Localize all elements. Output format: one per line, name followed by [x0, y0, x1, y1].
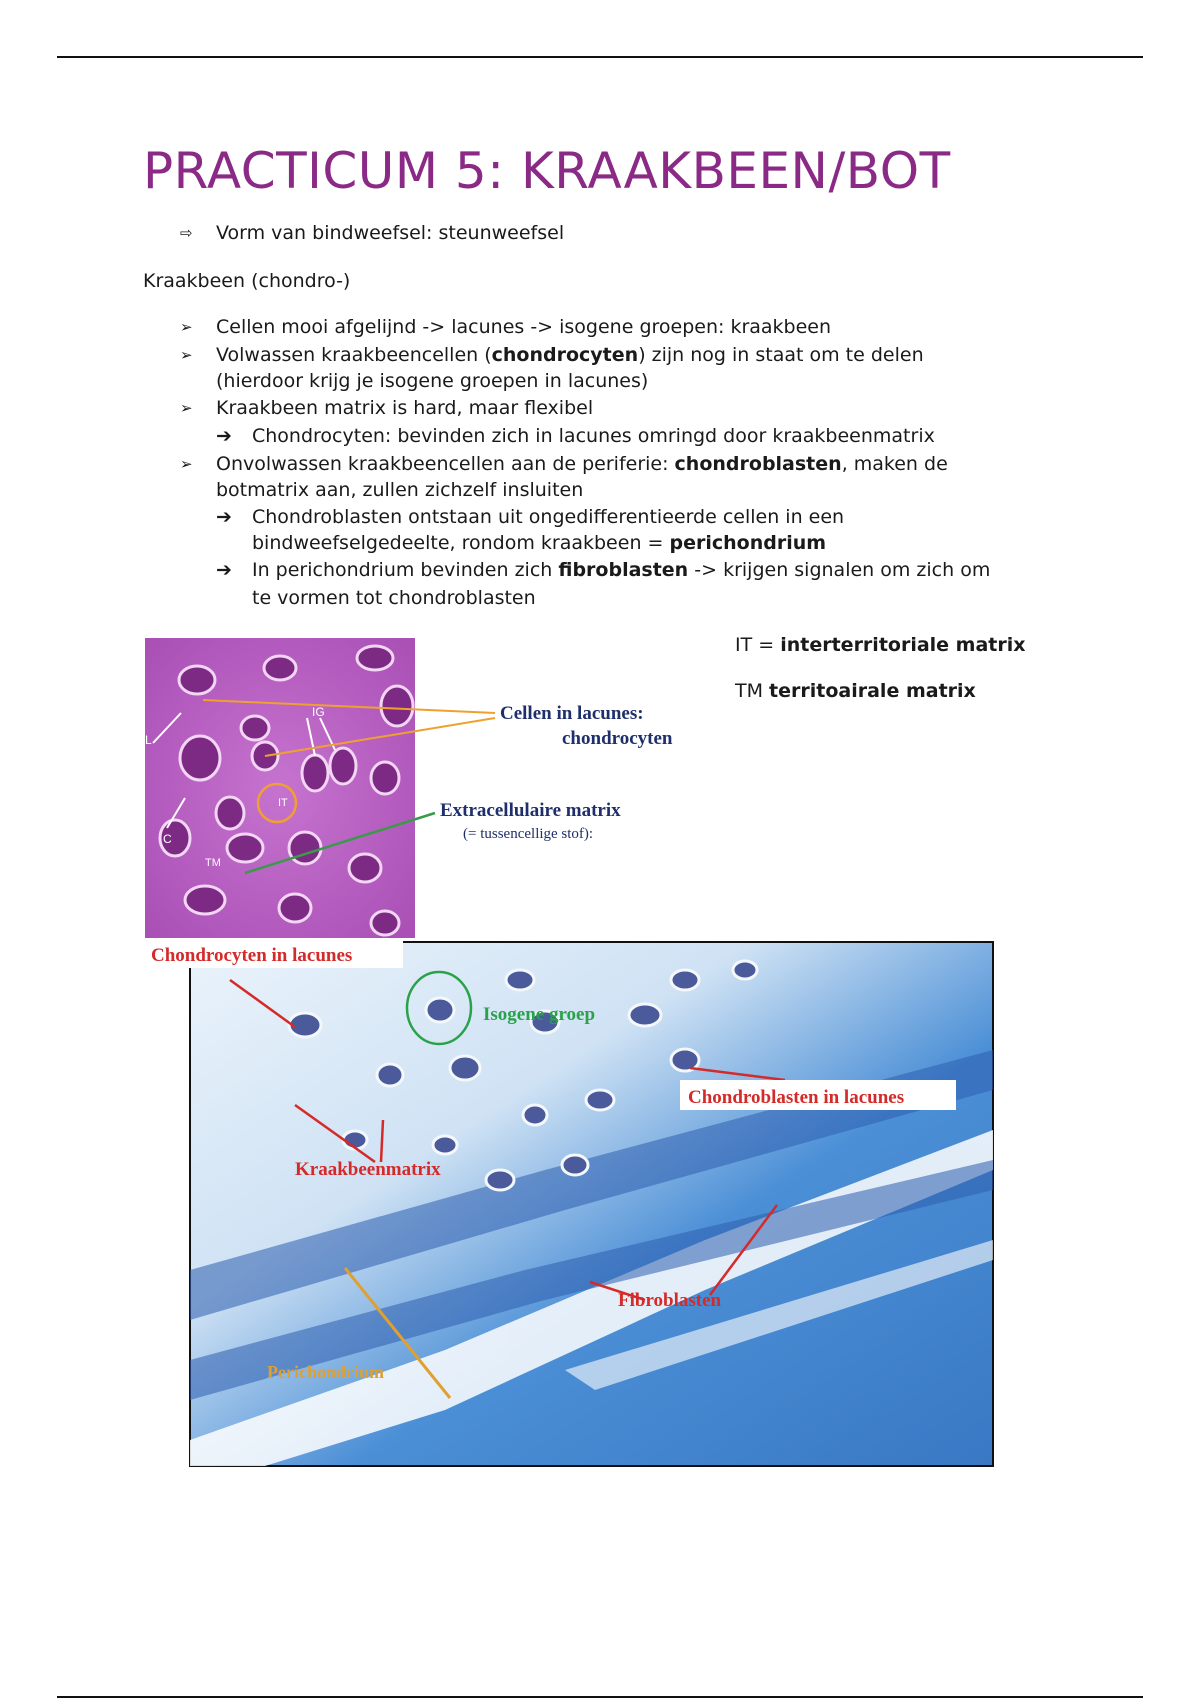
- double-arrow-icon: ⇨: [180, 224, 193, 242]
- figure-perichondrium: [145, 940, 995, 1468]
- micro-label-ig: IG: [312, 705, 325, 719]
- chevron-bullet-icon: ➢: [180, 346, 193, 364]
- micro-label-tm: TM: [205, 857, 221, 869]
- bullet-4-post: , maken de: [841, 453, 948, 475]
- chevron-bullet-icon: ➢: [180, 318, 193, 336]
- bullet-4-pre: Onvolwassen kraakbeencellen aan de periferie:: [216, 453, 675, 475]
- label-fibroblasten: Fibroblasten: [618, 1290, 722, 1311]
- bullet-4-sub-1-continuation: [252, 530, 826, 556]
- bullet-4-sub-2: [252, 557, 990, 583]
- section-heading: Kraakbeen (chondro-): [143, 270, 351, 292]
- footer-rule: [57, 1696, 1143, 1698]
- intro-text: Vorm van bindweefsel: steunweefsel: [216, 222, 565, 244]
- bullet-4-bold: chondroblasten: [674, 453, 842, 475]
- sub-1-cont-pre: bindweefselgedeelte, rondom kraakbeen =: [252, 532, 670, 554]
- label-chondrocyten-in-lacunes: Chondrocyten in lacunes: [151, 945, 353, 966]
- micro-label-c: C: [163, 832, 172, 846]
- chevron-bullet-icon: ➢: [180, 455, 193, 473]
- bold-arrow-icon: ➔: [216, 425, 232, 447]
- bold-arrow-icon: ➔: [216, 506, 232, 528]
- label-kraakbeenmatrix: Kraakbeenmatrix: [295, 1159, 441, 1180]
- label-extracellular-matrix: Extracellulaire matrix: [440, 800, 621, 821]
- legend-tm-pre: TM: [735, 680, 770, 702]
- bullet-4-continuation: botmatrix aan, zullen zichzelf insluiten: [216, 479, 584, 501]
- bullet-2-continuation: (hierdoor krijg je isogene groepen in lacunes): [216, 370, 649, 392]
- bullet-3-sub: Chondrocyten: bevinden zich in lacunes omringd door kraakbeenmatrix: [252, 425, 935, 447]
- sub-2-pre: In perichondrium bevinden zich: [252, 559, 559, 581]
- bullet-3: Kraakbeen matrix is hard, maar flexibel: [216, 397, 594, 419]
- legend-it: [735, 632, 1026, 658]
- bullet-4: [216, 451, 948, 477]
- bullet-2-post: ) zijn nog in staat om te delen: [638, 344, 924, 366]
- header-rule: [57, 56, 1143, 58]
- figure-hyaline-cartilage: [145, 638, 717, 938]
- legend-it-pre: IT =: [735, 634, 781, 656]
- label-cells-in-lacunes: Cellen in lacunes:: [500, 703, 644, 724]
- bullet-2-bold: chondrocyten: [491, 344, 639, 366]
- sub-1-cont-bold: perichondrium: [669, 532, 827, 554]
- chevron-bullet-icon: ➢: [180, 399, 193, 417]
- bullet-2-pre: Volwassen kraakbeencellen (: [216, 344, 492, 366]
- label-chondroblasten-in-lacunes: Chondroblasten in lacunes: [688, 1087, 905, 1108]
- micro-label-it: IT: [278, 797, 288, 809]
- bullet-2: [216, 342, 924, 368]
- bullet-4-sub-1: Chondroblasten ontstaan uit ongedifferentieerde cellen in een: [252, 506, 845, 528]
- label-ecm-note: (= tussencellige stof):: [463, 826, 594, 842]
- label-isogene-groep: Isogene groep: [483, 1004, 596, 1025]
- legend-tm: [735, 678, 976, 704]
- bullet-4-sub-2-continuation: te vormen tot chondroblasten: [252, 587, 536, 609]
- page-title: PRACTICUM 5: KRAAKBEEN/BOT: [143, 142, 951, 200]
- sub-2-bold: fibroblasten: [558, 559, 689, 581]
- sub-2-post: -> krijgen signalen om zich om: [688, 559, 991, 581]
- label-chondrocyten: chondrocyten: [562, 728, 673, 749]
- bullet-1: Cellen mooi afgelijnd -> lacunes -> isogene groepen: kraakbeen: [216, 316, 832, 338]
- legend-it-bold: interterritoriale matrix: [780, 634, 1026, 656]
- bold-arrow-icon: ➔: [216, 559, 232, 581]
- label-perichondrium: Perichondrium: [267, 1362, 384, 1382]
- micro-label-l: L: [145, 733, 152, 747]
- legend-tm-bold: territoairale matrix: [769, 680, 976, 702]
